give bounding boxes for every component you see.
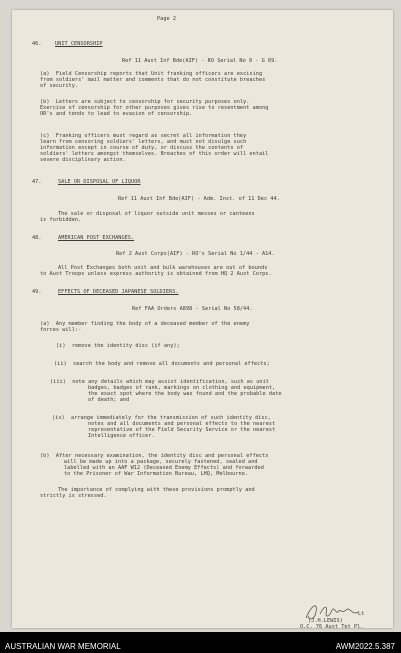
section-48-reference: Ref 2 Aust Corps(AIF) - RO's Serial No 1/44 - A14. (116, 251, 275, 257)
signature-rank: Lt (358, 611, 365, 617)
section-46-number: 46. (32, 41, 42, 47)
section-46-heading: UNIT CENSORSHIP (55, 41, 103, 47)
signatory-name: (J.H.LEWIS) (308, 618, 343, 624)
section-49-number: 49. (32, 289, 42, 295)
footer-accession-number: AWM2022.5.387 (335, 642, 395, 651)
section-48-number: 48. (32, 235, 42, 241)
section-47-reference: Ref 11 Aust Inf Bde(AIF) - Adm. Inst. of 11 Dec 44. (118, 196, 280, 202)
section-49-item-i: (i) remove the identity disc (if any); (56, 343, 180, 349)
section-48-heading: AMERICAN POST EXCHANGES. (58, 235, 135, 241)
signatory-title: O.C. 76 Aust Tpt Pl. (300, 624, 364, 628)
section-49-item-ii: (ii) search the body and remove all documents and personal effects; (54, 361, 270, 367)
section-47-heading: SALE OR DISPOSAL OF LIQUOR (58, 179, 141, 185)
section-46-reference: Ref 11 Aust Inf Bde(AIF) - RO Serial No 9 - G 69. (122, 58, 278, 64)
section-49-heading: EFFECTS OF DECEASED JAPANESE SOLDIERS. (58, 289, 179, 295)
section-47-number: 47. (32, 179, 42, 185)
section-49-reference: Ref FAA Orders A898 - Serial No 58/44. (132, 306, 253, 312)
page-header: Page 2 (157, 16, 177, 22)
document-page: Page 2 46. UNIT CENSORSHIP Ref 11 Aust Inf Bde(AIF) - RO Serial No 9 - G 69. (a) Field Censorship reports that Unit franking officers are excising from soldiers' mail matter and comments that do not constitute breaches of security. (b) Letters are subject to censorship for security purposes only. Exercise of censorship for other purposes gives rise to resentment among OR's and tends to lead to evasion of censorship. (c) Franking officers must regard as secret all information they learn from censoring soldiers' letters, and must not divulge such information except in course of duty, or discuss the contents of soldiers' letters amongst themselves. Breaches of this order will entail severe disciplinary action. 47. SALE OR DISPOSAL OF LIQUOR Ref 11 Aust Inf Bde(AIF) - Adm. Inst. of 11 Dec 44. The sale or disposal of liquor outside unit messes or canteens is forbidden. 48. AMERICAN POST EXCHANGES. Ref 2 Aust Corps(AIF) - RO's Serial No 1/44 - A14. All Post Exchanges both unit and bulk warehouses are out of bounds to Aust Troops unless express authority is obtained from HQ 2 Aust Corps. 49. EFFECTS OF DECEASED JAPANESE SOLDIERS. Ref FAA Orders A898 - Serial No 58/44. (a) Any member finding the body of a deceased member of the enemy forces will:- (i) remove the identity disc (if any); (ii) search the body and remove all documents and personal effects; (iii) note any details which may assist identification, such as unit badges, badges of rank, markings on clothing and equipment, the exact spot where the body was found and the probable date of death; and (iv) arrange immediately for the transmission of such identity disc, notes and all documents and personal effects to the nearest representative of the Field Security Service or the nearest Intelligence officer. (b) After necessary examination, the identity disc and personal effects will be made up into a package, securely fastened, sealed and labelled with an AAF W12 (Deceased Enemy Effects) and forwarded to the Prisoner of War Information Bureau, LHQ, Melbourne. The importance of complying with these provisions promptly and strictly is stressed. Lt (J.H.LEWIS) O.C. 76 Aust Tpt Pl. (12, 10, 393, 628)
footer-bar (0, 632, 401, 653)
footer-institution: AUSTRALIAN WAR MEMORIAL (5, 642, 121, 651)
